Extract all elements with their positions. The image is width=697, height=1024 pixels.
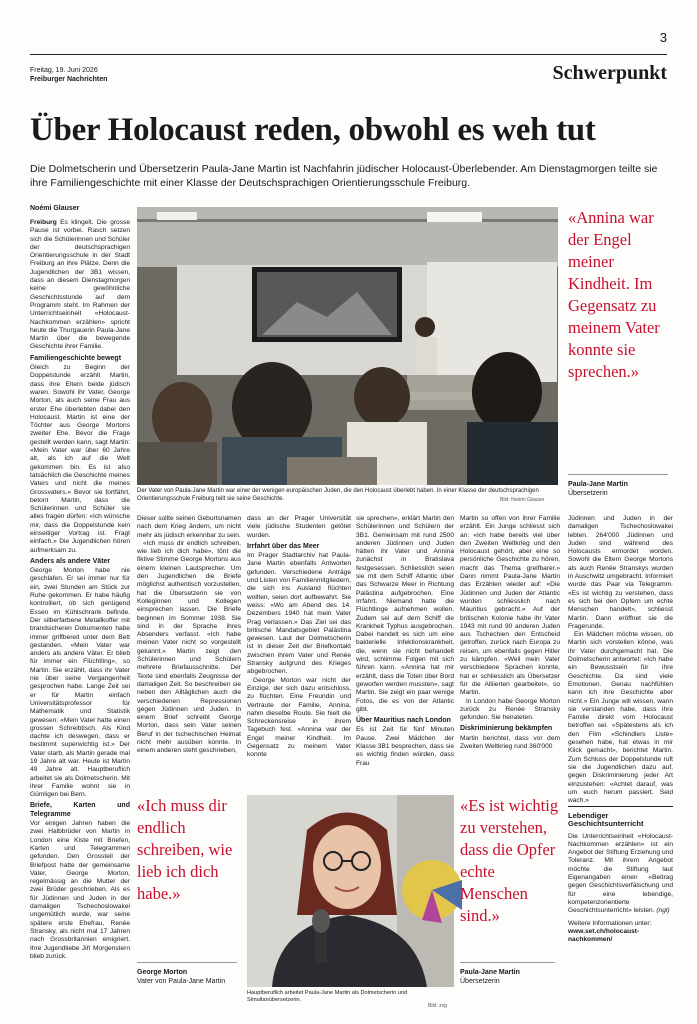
subheading: Briefe, Karten und Telegramme	[30, 802, 130, 818]
quote-rule	[137, 962, 237, 963]
top-rule	[30, 54, 667, 55]
infobox-link[interactable]: www.set.ch/holocaust-nachkommen/	[568, 927, 640, 944]
paragraph: sie sprechen», erklärt Martin den Schülerinnen und Schülern der 3B1. Gemeinsam mit rund 2500 anderen Jüdinnen und Juden hätten ihr Vater und Annina zunächst in Bratislava festgesessen. Schliesslich seien sie mit dem Schiff Atlantic über das Schwarze Meer in Richtung Palästina aufgebrochen. Eine Irrfahrt. Niemand hatte die Flüchtlinge aufnehmen wollen. Zudem sei auf dem Schiff die Krankheit Typhus ausgebrochen. Dabei handelt es sich um eine bakterielle Infektionskrankheit, die, wenn sie nicht behandelt wird, schlimme Folgen mit sich führen kann. «Annina hat mir erzählt, dass die Toten über Bord geworfen werden mussten», sagt Martin. Sie zeigt ein paar wenige Fotos, die es von der Atlantic gibt.	[356, 515, 454, 713]
paragraph: In London habe George Morton zurück zu Renée Stransky gefunden. Sie heirateten.	[460, 697, 560, 722]
article-column-1	[30, 219, 130, 1009]
author-byline: Noémi Glauser	[30, 205, 80, 212]
article-column-3	[247, 515, 351, 783]
photo-caption: Der Vater von Paula-Jane Martin war einer der wenigen europäischen Juden, die den Holocaust überlebt haben. In einer Klasse der deutschsprachigen Orientierungsschule Freiburg teilt sie seine Geschichte.	[137, 488, 539, 502]
place-label: Freiburg	[30, 219, 57, 226]
infobox-text: Die Unterrichtseinheit «Holocaust-Nachkommen erzählen» ist ein Angebot der Stiftung Erziehung und Toleranz. Mit ihrem Angebot möchte die Stiftung laut Eigenangaben einen «Beitrag gegen Geschichtsverfälschung und für eine lebendige, kompetenzorientierte Geschichtsunterricht» leisten. (ngl)	[568, 832, 673, 915]
paragraph: Ein Mädchen möchte wissen, ob Martin sich vorstellen könne, was ihr Vater durchgemacht hat. Die Dolmetscherin antwortet: «Ich habe ein Bewusstsein für ihre Geschichte. Da sind viele Emotionen. Genau nachfühlen kann ich ihre Geschichte aber nicht.» Ein Junge will wissen, wann sie verstanden habe, dass ihre Familie direkt vom Holocaust betroffen sei. «Spätestens als ich den Film «Schindlers Liste» gesehen habe, hat etwas in mir Klick gemacht», berichtet Martin. Zum Schluss der Doppelstunde ruft sie die Jugendlichen dazu auf, gegen Diskriminierung jeder Art einzustehen: «Achtet darauf, was um euch herum passiert. Seid wach.»	[568, 631, 673, 805]
quote-attribution: George Morton Vater von Paula-Jane Martin	[137, 969, 226, 985]
headline: Über Holocaust reden, obwohl es weh tut	[30, 112, 596, 148]
article-column-4	[356, 515, 454, 783]
photo-caption: Hauptberuflich arbeitet Paula-Jane Martin als Dolmetscherin und Simultanübersetzerin.	[247, 990, 408, 1003]
portrait-photo	[247, 795, 454, 987]
quote-attribution: Paula-Jane Martin Übersetzerin	[460, 969, 520, 985]
paragraph: Martin so offen von ihrer Familie erzählt. Ein Junge schliesst sich an: «Ich habe bereits viel über den Zweiten Weltkrieg und den Holocaust gehört, aber eine so persönliche Geschichte zu hören, macht das Thema greifbarer.» Dann nimmt Paula-Jane Martin das Erzählen wieder auf: «Die Jüdinnen und Juden der Atlantic wurden schliesslich nach Mauritius gebracht.» Auf der britischen Kolonie habe ihr Vater 1943 mit rund 90 anderen Juden aus Tschechien den Entscheid getroffen, zurück nach Europa zu reisen, um ebenfalls gegen Hitler zu kämpfen. «Weil mein Vater verschiedene Sprachen konnte, hat er schliesslich als Übersetzer für die Alliierten gearbeitet», so Martin.	[460, 515, 560, 697]
paragraph: Gleich zu Beginn der Doppelstunde erzählt Martin, dass ihre Eltern beide jüdisch waren. Sowohl ihr Vater, George Morton, als auch seine Frau aus erster Ehe überlebten dabei den Holocaust. Martin ist eine der Töchter aus George Mortons zweiter Ehe. Bevor die Frage gestellt werden kann, sagt Martin: «Mein Vater war über 60 Jahre alt, als ich auf die Welt gekommen bin. Es ist also tatsächlich die Geschichte meines Vaters und nicht die meines Grossvaters.» Bevor sie fortfährt, betont Martin, dass die Schülerinnen und Schüler sie alles fragen dürfen: «Ich wünsche mir, dass die Doppelstunde kein einseitiger Vortrag ist. Fragt einfach.» Die Jugendlichen hören aufmerksam zu.	[30, 364, 130, 554]
subheading: Diskriminierung bekämpfen	[460, 725, 553, 733]
subheading: Familiengeschichte bewegt	[30, 354, 122, 362]
paragraph: Jüdinnen und Juden in der damaligen Tschechoslowakei lebten. 264'000 Jüdinnen und Juden sind während des Holocausts ermordet worden. Sowohl die Eltern George Mortons als auch Renée Stranskys wurden in Auschwitz umgebracht. Informiert wurde das Paar via Telegramm. «Es ist wichtig zu verstehen, dass es sich bei den Opfern um echte Menschen handelt», schliesst Martin. Dann eröffnet sie die Fragerunde.	[568, 515, 673, 630]
info-box	[568, 812, 673, 1012]
paragraph: George Morton habe nie geschlafen. Er sei immer nur für ein, zwei Stunden am Stück zur Ruhe gekommen. Er habe häufig kontrolliert, ob sich genügend Essen im Kühlschrank befinde. Der silberfarbene Metallkoffer mit brandsicheren Dokumenten habe immer griffbereit unter dem Bett gestanden. «Mein Vater war anders als andere Väter. Er blieb für immer ein Flüchtling», so Martin. Sie erzählt, dass ihr Vater nie über seine Vergangenheit gesprochen habe. Lange Zeit sei er für Martin einfach Universitätsprofessor für Mathematik und Statistik gewesen: «Mein Vater hatte einen grossen Schreibtisch. Als Kind dachte ich deswegen, dass er bestimmt superwichtig ist.» Der Vater starb, als Martin gerade mal 19 Jahre alt war. Heute ist Martin 49 Jahre alt. Hauptberuflich arbeitet sie als Dolmetscherin. Mit ihrer Familie wohnt sie in Gümligen bei Bern.	[30, 567, 130, 799]
infobox-rule	[568, 806, 673, 807]
subheading: Anders als andere Väter	[30, 557, 111, 565]
subheading: Irrfahrt über das Meer	[247, 542, 320, 550]
paragraph: Dieser sollte seinen Geburtsnamen nach dem Krieg ändern, um nicht mehr als jüdisch erkennbar zu sein.	[137, 515, 241, 539]
quote-attribution: Paula-Jane Martin Übersetzerin	[568, 481, 628, 497]
article-column-2	[137, 515, 241, 783]
paragraph: Freiburg Es klingelt. Die grosse Pause ist vorbei. Rasch setzen sich die Schülerinnen und Schüler der deutschsprachigen Orientierungsschule in der Stadt Freiburg an ihre Plätze. Denn die Jugendlichen der 3B1 wissen, dass an diesem Dienstagmorgen keine gewöhnliche Geschichtsstunde auf dem Programm steht. Im Rahmen der Unterrichtseinheit «Holocaust-Nachkommen erzählen» spricht heute die Thurgauerin Paula-Jane Martin über die bewegende Geschichte ihrer Familie.	[30, 219, 130, 351]
paragraph: «Ich muss dir endlich schreiben, wie lieb ich dich habe», tönt die fiktive Stimme George Mortons aus einem kleinen Lautsprecher. Um den Jugendlichen die Briefe möglichst authentisch vorzustellen, hat die Übersetzerin sie von Kolleginnen und Kollegen einsprechen lassen. Die Briefe beginnen im Sommer 1938. Sie sind in der Sprache ihres Absenders verfasst. «Ich habe meinen Vater nicht so vorgestellt gekannt.» Martin zeigt den Schülerinnen und Schülern mehrere Briefausschnitte. Der Texte sind ebenfalls Zeugnisse der damaligen Zeit. So beschreiben sie neben den Alltäglichen auch die verschiedenen Repressionen gegen Jüdinnen und Juden. In einem Brief schreibt George Morton, dass sein Vater seinen Beruf in der tschechischen Heimat nicht mehr ausüben konnte. In einem anderen steht geschrieben,	[137, 539, 241, 755]
lead-paragraph: Die Dolmetscherin und Übersetzerin Paula-Jane Martin ist Nachfahrin jüdischer Holocaust-Überlebender. Am Dienstagmorgen teilte sie ihre Familiengeschichte mit einer Klasse der Deutschsprachigen Orientierungsschule Freiburg.	[30, 163, 658, 189]
paragraph: Im Prager Stadtarchiv hat Paula-Jane Martin ebenfalls Antworten gefunden. Verschiedene Anträge und Listen von Familienmitgliedern, die sich ins Ausland flüchten wollten, seien dort aufbewahrt. Sie weiss: «Wo am Abend des 14. Dezembers 1940 hat mein Vater Prag verlassen.» Das Ziel sei das britische Mandatsgebiet Palästina gewesen. Laut der Dolmetscherin ist in dieser Zeit der Briefkontakt zwischen ihrem Vater und Renée Stransky aufgrund des Krieges abgebrochen.	[247, 552, 351, 676]
portrait-illustration	[247, 795, 454, 987]
paragraph: dass an der Prager Universität viele jüdische Studenten getötet wurden.	[247, 515, 351, 539]
subheading: Über Mauritius nach London	[356, 717, 451, 725]
infobox-title: Lebendiger Geschichtsunterricht	[568, 811, 644, 829]
paragraph: George Morton war nicht der Einzige, der sich dazu entschloss, zu flüchten. Eine Freundin und Vertraute der Familie, Annina, nahm dieselbe Route. Sie hielt die Schreckensreise in ihrem Tagebuch fest. «Annina war der Engel meiner Kindheit. Im Gegensatz zu meinem Vater konnte	[247, 676, 351, 759]
issue-date: Freitag, 19. Juni 2026	[30, 67, 98, 74]
quote-rule	[568, 474, 668, 475]
classroom-photo	[137, 207, 558, 485]
page-number: 3	[659, 30, 667, 45]
photo-credit: Bild: zvg	[428, 1003, 447, 1009]
pull-quote: «Ich muss dir endlich schreiben, wie lieb ich dich habe.»	[137, 796, 233, 903]
dateline	[30, 66, 107, 84]
paragraph: Martin berichtet, dass vor dem Zweiten Weltkrieg rund 360'000	[460, 734, 560, 751]
infobox-more: Weitere Informationen unter:	[568, 919, 652, 927]
quote-rule	[460, 962, 555, 963]
paragraph: Es ist Zeit für fünf Minuten Pause. Zwei Mädchen der Klasse 3B1 besprechen, dass sie es wichtig finden würden, dass Frau	[356, 726, 454, 767]
classroom-illustration	[137, 207, 558, 485]
article-column-5	[460, 515, 560, 783]
paragraph: Vor einigen Jahren haben die zwei Halbbrüder von Martin in London eine Kiste mit Briefen, Karten und Telegrammen gefunden. Den Grossteil der Briefpost hatte der gemeinsame Vater, George Morton, regelmässig an die Mutter der zwei Brüder geschrieben. Als es für Jüdinnen und Juden in der damaligen Tschechoslowakei ungemütlich wurde, war seine spätere erste Ehefrau, Renée Stransky, als nicht mal 17 Jahren nach Grossbritannien emigriert. Ihre Jugendliebe Jiří Morgenstern blieb zurück.	[30, 820, 130, 960]
pull-quote: «Annina war der Engel meiner Kindheit. Im Gegensatz zu meinem Vater konnte sie sprechen.»	[568, 208, 660, 381]
article-column-6	[568, 515, 673, 805]
photo-credit: Bild: Noémi Glauser	[500, 497, 545, 503]
pull-quote: «Es ist wichtig zu verstehen, dass die Opfer echte Menschen sind.»	[460, 796, 559, 925]
section-title: Schwerpunkt	[552, 62, 667, 84]
paper-name: Freiburger Nachrichten	[30, 76, 108, 83]
